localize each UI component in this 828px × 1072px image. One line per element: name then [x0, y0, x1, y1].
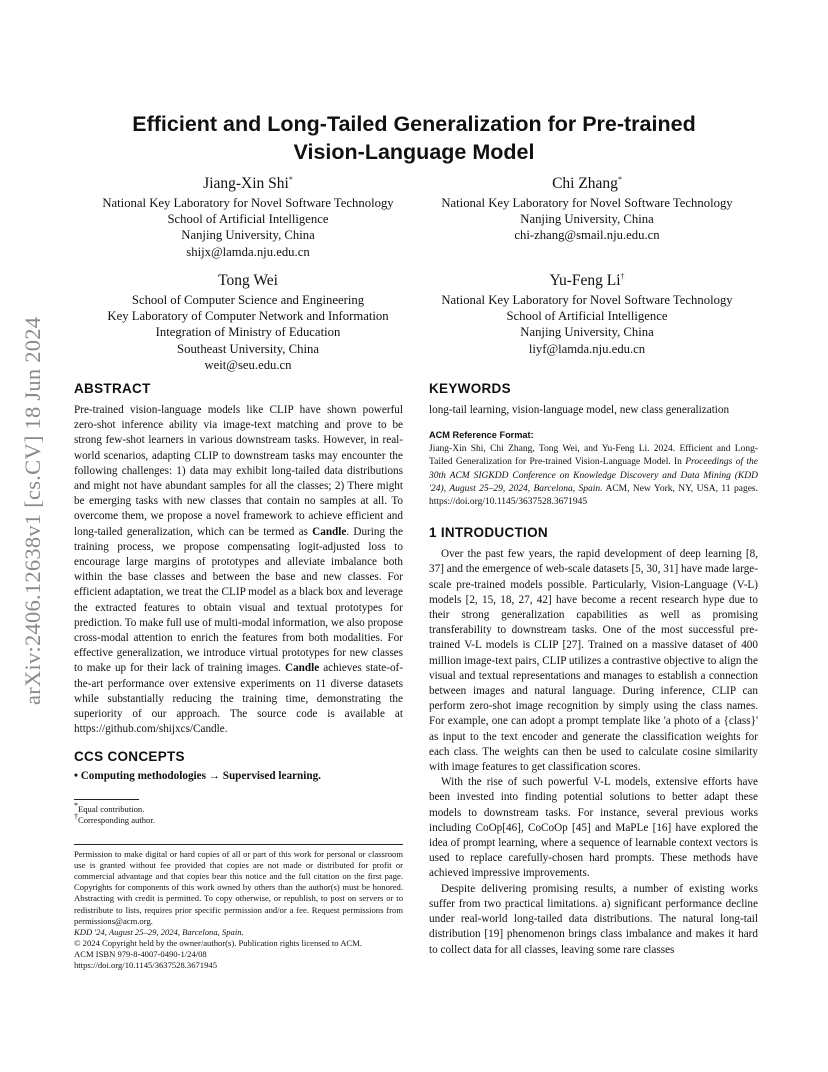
arxiv-stamp: arXiv:2406.12638v1 [cs.CV] 18 Jun 2024: [20, 316, 45, 705]
left-column: [74, 381, 403, 971]
venue-line: KDD '24, August 25–29, 2024, Barcelona, Spain.: [74, 926, 244, 937]
author-mark: †: [620, 271, 625, 281]
intro-paragraph-2: With the rise of such powerful V-L models, extensive efforts have been invested into finding potential solutions to better adapt these models to downstream tasks. For instance, several previous works including CoOp[46], CoCoOp [45] and MaPLe [16] have explored the idea of prompt learning, where a sequence of learnable context vectors is used to replace carefully-chosen hard prompts. These methods have achieved impressive improvements.: [429, 776, 758, 880]
affiliation-line: Integration of Ministry of Education: [155, 325, 341, 340]
acm-ref-heading: ACM Reference Format:: [429, 430, 534, 441]
affiliation-line: Nanjing University, China: [520, 212, 654, 227]
ccs-item: • Computing methodologies → Supervised learning.: [74, 770, 321, 783]
keywords-heading: KEYWORDS: [429, 381, 511, 396]
author-block-4: [413, 271, 761, 357]
affiliation-line: Nanjing University, China: [181, 228, 315, 243]
ccs-heading: CCS CONCEPTS: [74, 749, 185, 765]
acm-ref-authors: Jiang-Xin Shi, Chi Zhang, Tong Wei, and Yu-Feng Li. 2024. Efficient and Long-Tailed Generalization for Pre-trained Vision-Language Model. In: [429, 444, 758, 468]
affiliation-line: National Key Laboratory for Novel Software Technology: [441, 196, 733, 210]
affiliation-line: Southeast University, China: [177, 341, 319, 356]
footnotes: [74, 799, 403, 826]
author-block-3: [74, 271, 422, 373]
author-block-1: [74, 174, 422, 260]
permission-rule: [74, 844, 403, 845]
copyright-line: © 2024 Copyright held by the owner/author(s). Publication rights licensed to ACM.: [74, 937, 362, 948]
footnote-corresponding: †Corresponding author.: [74, 812, 155, 825]
affiliation-line: School of Artificial Intelligence: [167, 212, 329, 227]
acm-ref-tail: ACM, New York, NY, USA, 11 pages. https://doi.org/10.1145/3637528.3671945: [429, 483, 758, 508]
author-block-2: [413, 174, 761, 244]
affiliation-line: National Key Laboratory for Novel Software Technology: [441, 293, 733, 307]
affiliation-line: School of Artificial Intelligence: [506, 309, 668, 324]
acm-ref-proceedings: Proceedings of the 30th ACM SIGKDD Conference on Knowledge Discovery and Data Mining (KDD '24), August 25–29, 2024, Barcelona, Spain.: [429, 457, 758, 494]
author-email[interactable]: shijx@lamda.nju.edu.cn: [186, 244, 310, 259]
author-email[interactable]: chi-zhang@smail.nju.edu.cn: [514, 228, 660, 243]
introduction-heading: 1 INTRODUCTION: [429, 525, 548, 541]
title-line-2: Vision-Language Model: [293, 140, 535, 164]
author-name: Yu-Feng Li: [549, 272, 621, 289]
author-mark: *: [288, 174, 293, 184]
right-column: [429, 381, 758, 958]
author-email[interactable]: liyf@lamda.nju.edu.cn: [528, 341, 646, 356]
affiliation-line: Key Laboratory of Computer Network and Information: [107, 309, 389, 324]
author-email[interactable]: weit@seu.edu.cn: [204, 357, 292, 372]
permission-text: Permission to make digital or hard copies of all or part of this work for personal or classroom use is granted without fee provided that copies are not made or distributed for profit or commercial advantage and that copies bear this notice and the full citation on the first page. Copyrights for components of this work owned by others than the author(s) must be honored. Abstracting with credit is permitted. To copy otherwise, or republish, to post on servers or to redistribute to lists, requires prior specific permission and/or a fee. Request permissions from permissions@acm.org.: [74, 849, 403, 926]
affiliation-line: School of Computer Science and Engineering: [131, 293, 365, 307]
method-name: Candle: [284, 662, 320, 675]
affiliation-line: Nanjing University, China: [520, 325, 654, 340]
footnote-equal: *Equal contribution.: [74, 800, 145, 814]
keywords-text: long-tail learning, vision-language model, new class generalization: [429, 404, 730, 416]
intro-paragraph-1: Over the past few years, the rapid development of deep learning [8, 37] and the emergence of web-scale datasets [5, 30, 31] have made large-scale pre-trained models possible. Particularly, Vision-Language (V-L) models [2, 15, 18, 27, 42] have become a recent research hype due to their strong generalization capabilities as well as promising transferability to downstream tasks. One of the most successful pre-trained V-L models is CLIP [27]. Trained on a massive dataset of 400 million image-text pairs, CLIP utilizes a contrastive objective to align the visual and textual representations and manages to establish a connection between images and natural language. During inference, CLIP can perform zero-shot image recognition by simply using the class names. For example, one can adopt a prompt template like 'a photo of a {class}' as input to the text encoder and generate the classification weights for each class. The weights can then be used to calculate cosine similarity with image features to get classification scores.: [429, 548, 758, 774]
affiliation-line: National Key Laboratory for Novel Software Technology: [102, 196, 394, 210]
permission-block: [74, 844, 403, 971]
abstract-heading: ABSTRACT: [74, 381, 151, 396]
paper-title: [80, 110, 748, 166]
doi-link[interactable]: https://doi.org/10.1145/3637528.3671945: [74, 960, 217, 971]
intro-paragraph-3: Despite delivering promising results, a number of existing works suffer from two practical limitations. a) significant performance decline under real-world long-tailed data distributions. The natural long-tail distribution [19] phenomenon brings class imbalance and makes it hard to collect data for all classes, leaving some rare classes: [429, 882, 758, 956]
author-name: Tong Wei: [218, 272, 278, 289]
title-line-1: Efficient and Long-Tailed Generalization for Pre-trained: [132, 112, 696, 136]
abstract-body: [74, 403, 403, 737]
abstract-text-1: Pre-trained vision-language models like CLIP have shown powerful zero-shot inference ability via image-text matching and prove to be strong few-shot learners in various downstream tasks. However, in real-world scenarios, adapting CLIP to downstream tasks may encounter the following challenges: 1) data may exhibit long-tailed data distributions and might not have abundant samples for all the classes; 2) There might be emerging tasks with new classes that contain no samples at all. To overcome them, we propose a novel framework to achieve efficient and long-tailed generalization, which can be termed as: [74, 404, 403, 538]
abstract-text-3: achieves state-of-the-art performance over extensive experiments on 11 diverse datasets while substantially reducing the training time, demonstrating the superiority of our approach. The source code is available at https://github.com/shijxcs/Candle.: [74, 662, 403, 736]
introduction-body: [429, 547, 758, 957]
isbn-line: ACM ISBN 979-8-4007-0490-1/24/08: [74, 948, 207, 959]
acm-reference: [429, 430, 758, 509]
method-name: Candle: [312, 525, 347, 538]
author-name: Chi Zhang: [552, 175, 618, 192]
author-mark: *: [617, 174, 622, 184]
abstract-text-2: . During the training process, we propose compensating logit-adjusted loss to encourage large margins of prototypes and alleviate imbalance both within the base classes and between the base and new classes. For efficient adaptation, we treat the CLIP model as a black box and leverage the extracted features to obtain visual and textual prototypes for prediction. To make full use of multi-modal information, we also propose cross-modal attention to enrich the features from both modalities. For effective generalization, we introduce virtual prototypes for new classes to make up for their lack of training images.: [74, 525, 403, 675]
footnote-rule: [74, 799, 139, 800]
author-name: Jiang-Xin Shi: [203, 175, 289, 192]
